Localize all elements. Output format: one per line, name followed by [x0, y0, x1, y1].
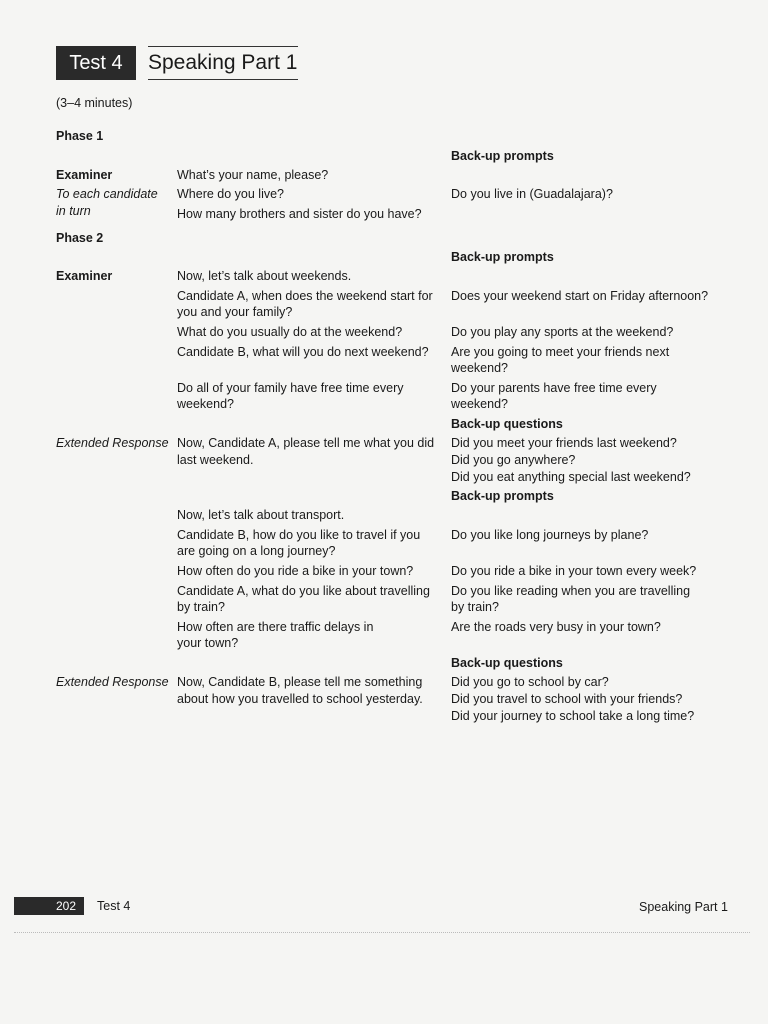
- ext2-backup-question: Did your journey to school take a long time?: [451, 709, 695, 723]
- transport-question-2: How often do you ride a bike in your town?: [177, 564, 414, 578]
- phase1-question: What’s your name, please?: [177, 168, 329, 182]
- transport-question-4-line2: your town?: [177, 636, 239, 650]
- transport-question-4-line1: How often are there traffic delays in: [177, 620, 374, 634]
- ext1-backup-heading: Back-up questions: [451, 417, 563, 431]
- weekend-question-3: Candidate B, what will you do next weekend?: [177, 345, 429, 359]
- ext1-text-line1: Now, Candidate A, please tell me what you did: [177, 436, 435, 450]
- weekend-prompt-4-line2: weekend?: [451, 397, 508, 411]
- transport-intro: Now, let’s talk about transport.: [177, 508, 345, 522]
- weekend-prompt-2: Do you play any sports at the weekend?: [451, 325, 674, 339]
- ext1-label: Extended Response: [56, 436, 169, 450]
- weekend-question-1-line2: you and your family?: [177, 305, 293, 319]
- weekend-prompt-4-line1: Do your parents have free time every: [451, 381, 657, 395]
- phase1-heading: Phase 1: [56, 129, 104, 143]
- phase2-heading: Phase 2: [56, 231, 104, 245]
- weekend-prompt-1: Does your weekend start on Friday afternoon?: [451, 289, 709, 303]
- phase1-examiner-label: Examiner: [56, 168, 113, 182]
- footer-right-label: Speaking Part 1: [639, 900, 728, 914]
- weekend-prompt-3-line1: Are you going to meet your friends next: [451, 345, 670, 359]
- transport-prompt-3-line1: Do you like reading when you are travelling: [451, 584, 691, 598]
- phase1-question: Where do you live?: [177, 187, 285, 201]
- transport-prompt-2: Do you ride a bike in your town every week?: [451, 564, 697, 578]
- test-badge: Test 4: [56, 46, 136, 80]
- transport-question-1-line1: Candidate B, how do you like to travel if you: [177, 528, 421, 542]
- transport-backup-heading: Back-up prompts: [451, 489, 554, 503]
- ext2-backup-question: Did you travel to school with your friends?: [451, 692, 683, 706]
- phase1-instruction-line2: in turn: [56, 204, 91, 218]
- phase1-backup-prompt: Do you live in (Guadalajara)?: [451, 187, 613, 201]
- ext2-backup-heading: Back-up questions: [451, 656, 563, 670]
- phase1-backup-heading: Back-up prompts: [451, 149, 554, 163]
- ext1-backup-question: Did you meet your friends last weekend?: [451, 436, 677, 450]
- phase1-question: How many brothers and sister do you have?: [177, 207, 422, 221]
- ext2-backup-question: Did you go to school by car?: [451, 675, 609, 689]
- footer-divider: [14, 932, 750, 933]
- ext2-text-line2: about how you travelled to school yesterday.: [177, 692, 423, 706]
- ext2-text-line1: Now, Candidate B, please tell me something: [177, 675, 423, 689]
- weekend-question-1-line1: Candidate A, when does the weekend start for: [177, 289, 433, 303]
- page-number-badge: 202: [14, 897, 84, 915]
- transport-prompt-3-line2: by train?: [451, 600, 499, 614]
- transport-prompt-4: Are the roads very busy in your town?: [451, 620, 661, 634]
- weekend-question-4-line1: Do all of your family have free time every: [177, 381, 404, 395]
- phase2-examiner-label: Examiner: [56, 269, 113, 283]
- weekend-question-4-line2: weekend?: [177, 397, 234, 411]
- duration-text: (3–4 minutes): [56, 96, 133, 110]
- ext1-backup-question: Did you eat anything special last weekend?: [451, 470, 691, 484]
- weekend-question-2: What do you usually do at the weekend?: [177, 325, 403, 339]
- phase1-instruction-line1: To each candidate: [56, 187, 158, 201]
- transport-prompt-1: Do you like long journeys by plane?: [451, 528, 649, 542]
- ext1-text-line2: last weekend.: [177, 453, 254, 467]
- ext2-label: Extended Response: [56, 675, 169, 689]
- weekend-intro: Now, let’s talk about weekends.: [177, 269, 352, 283]
- footer-left-label: Test 4: [97, 899, 131, 913]
- transport-question-3-line1: Candidate A, what do you like about travelling: [177, 584, 430, 598]
- ext1-backup-question: Did you go anywhere?: [451, 453, 576, 467]
- weekend-prompt-3-line2: weekend?: [451, 361, 508, 375]
- transport-question-1-line2: are going on a long journey?: [177, 544, 336, 558]
- phase2-backup-heading: Back-up prompts: [451, 250, 554, 264]
- page-title: Speaking Part 1: [148, 46, 298, 80]
- transport-question-3-line2: by train?: [177, 600, 225, 614]
